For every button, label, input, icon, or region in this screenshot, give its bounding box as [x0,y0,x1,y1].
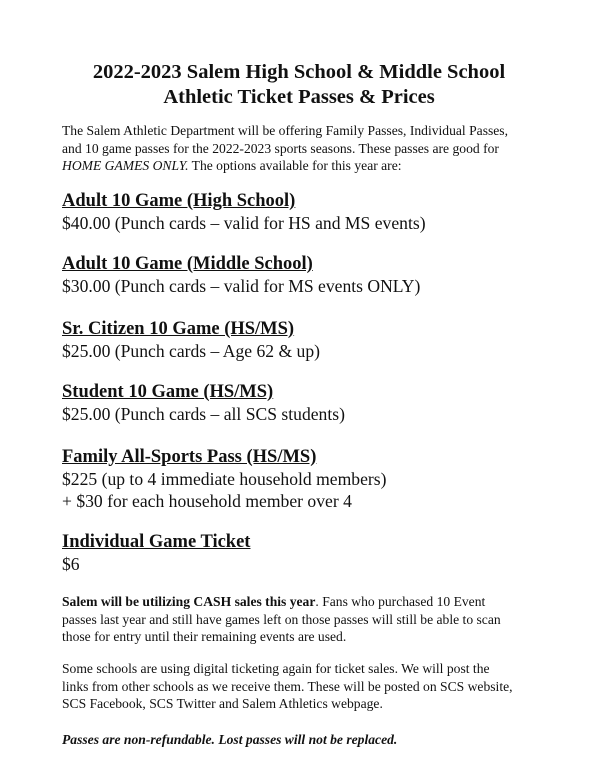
title-line-2: Athletic Ticket Passes & Prices [163,86,435,108]
pass-title: Student 10 Game (HS/MS) [62,382,274,402]
cash-line-2: passes last year and still have games left on those passes will still be able to scan [62,611,501,627]
cash-sales-note [62,593,582,646]
pass-title: Adult 10 Game (High School) [62,191,296,211]
page-title [0,60,598,110]
intro-line-3: The options available for this year are: [188,158,402,173]
pass-sr-citizen [62,318,582,362]
pass-price: $40.00 (Punch cards – valid for HS and MS events) [62,213,426,233]
pass-price-extra: + $30 for each household member over 4 [62,491,352,511]
pass-student [62,381,582,425]
intro-line-2: and 10 game passes for the 2022-2023 sports seasons. These passes are good for [62,140,499,156]
pass-individual [62,531,582,575]
pass-price: $25.00 (Punch cards – Age 62 & up) [62,341,321,361]
cash-line-1: . Fans who purchased 10 Event [315,594,486,609]
digital-line-1: Some schools are using digital ticketing again for ticket sales. We will post the [62,661,490,676]
refund-policy: Passes are non-refundable. Lost passes will not be replaced. [62,732,398,747]
digital-line-2: links from other schools as we receive them. These will be posted on SCS website, [62,678,513,694]
cash-line-3: those for entry until their remaining events are used. [62,629,347,644]
intro-line-1: The Salem Athletic Department will be offering Family Passes, Individual Passes, [62,123,508,138]
cash-sales-bold: Salem will be utilizing CASH sales this year [62,594,316,609]
pass-family [62,446,582,512]
pass-price: $225 (up to 4 immediate household members) [62,469,387,489]
digital-line-3: SCS Facebook, SCS Twitter and Salem Athletics webpage. [62,696,383,711]
pass-title: Individual Game Ticket [62,532,251,552]
pass-price: $30.00 (Punch cards – valid for MS events ONLY) [62,276,421,296]
pass-title: Sr. Citizen 10 Game (HS/MS) [62,319,295,339]
title-line-1: 2022-2023 Salem High School & Middle School [92,61,506,83]
intro-home-games-only: HOME GAMES ONLY. [62,158,189,173]
pass-title: Family All-Sports Pass (HS/MS) [62,447,317,467]
pass-price: $6 [62,554,80,574]
pass-price: $25.00 (Punch cards – all SCS students) [62,404,345,424]
digital-ticketing-note [62,660,582,713]
pass-adult-hs [62,190,582,234]
intro-paragraph [62,122,582,175]
pass-title: Adult 10 Game (Middle School) [62,254,313,274]
pass-adult-ms [62,253,582,297]
